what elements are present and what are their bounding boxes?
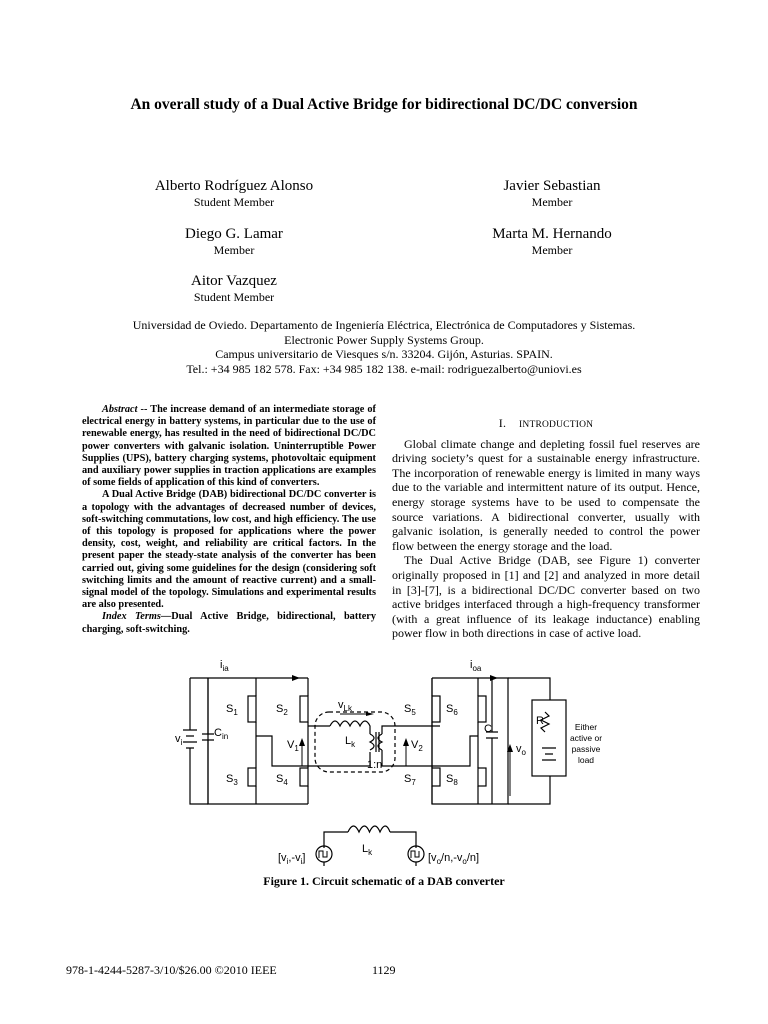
label-s6: $S_6$ xyxy=(446,703,458,717)
label-s2: $S_2$ xyxy=(276,703,288,717)
section-title: INTRODUCTION xyxy=(519,420,594,430)
label-s4: $S_4$ xyxy=(276,773,288,787)
label-s8: $S_8$ xyxy=(446,773,458,787)
author-role: Student Member xyxy=(193,290,275,304)
footer-page-number: 1129 xyxy=(372,963,396,977)
dab-circuit-figure xyxy=(170,656,610,876)
author-2 xyxy=(422,178,682,209)
label-vi: $v_i$ xyxy=(175,733,183,747)
author-name: Javier Sebastian xyxy=(503,178,601,194)
abstract-paragraph-2: A Dual Active Bridge (DAB) bidirectional DC/DC converter is a topology with the advantages of decreased number of devices, soft-switching commutations, low cost, and high efficiency. The use of this topology is proposed for applications where the power density, cost, weight, and reliability are critical factors. In the present paper the steady-state analysis of the converter has been carried out, giving some guidelines for the design (considering soft switching limits and the amount of reactive current) and a small-signal model of the topology. Simulations and experimental results are also presented. xyxy=(82,489,376,611)
paper-title: An overall study of a Dual Active Bridge for bidirectional DC/DC conversion xyxy=(130,96,638,113)
label-s7: $S_7$ xyxy=(404,773,416,787)
index-terms-text: —Dual Active Bridge, bidirectional, battery charging, soft-switching. xyxy=(82,611,376,635)
affiliation-line: Electronic Power Supply Systems Group. xyxy=(284,332,484,347)
introduction-column xyxy=(392,416,700,641)
label-load-3: passive xyxy=(571,744,601,754)
label-c: C xyxy=(484,723,492,735)
label-ratio: 1:n xyxy=(367,759,383,771)
author-name: Marta M. Hernando xyxy=(492,226,612,242)
label-s5: $S_5$ xyxy=(404,703,416,717)
author-1 xyxy=(104,178,364,209)
author-name: Aitor Vazquez xyxy=(191,273,277,289)
label-vlk: $v_{Lk}$ xyxy=(338,699,352,713)
label-load-4: load xyxy=(577,755,595,765)
index-terms-label: Index Terms xyxy=(102,611,161,623)
label-load-1: Either xyxy=(574,722,598,732)
affiliation-line: Campus universitario de Viesques s/n. 33204. Gijón, Asturias. SPAIN. xyxy=(215,347,553,362)
author-role: Member xyxy=(213,243,255,257)
label-lk-equivalent: $L_k$ xyxy=(362,843,373,857)
author-3 xyxy=(104,226,364,257)
label-r: R xyxy=(536,715,544,727)
affiliation-block xyxy=(0,318,768,376)
footer-isbn: 978-1-4244-5287-3/10/$26.00 ©2010 IEEE xyxy=(66,963,277,977)
abstract-paragraph xyxy=(82,404,376,489)
author-4 xyxy=(422,226,682,257)
label-s1: $S_1$ xyxy=(226,703,238,717)
author-name: Alberto Rodríguez Alonso xyxy=(154,178,314,194)
figure-caption: Figure 1. Circuit schematic of a DAB converter xyxy=(263,874,505,888)
label-v2: $V_2$ xyxy=(411,739,423,753)
affiliation-line: Universidad de Oviedo. Departamento de Ingeniería Eléctrica, Electrónica de Computadores y Sistemas. xyxy=(132,318,636,332)
label-iia: $i_{ia}$ xyxy=(220,659,229,673)
label-src-right: $[v_o/n,-v_o/n]$ xyxy=(428,852,480,866)
label-lk: $L_k$ xyxy=(345,735,356,749)
abstract-text: -- The increase demand of an intermediate storage of electrical energy in battery systems, in particular due to the use of renewable energy, has resulted in the need of bidirectional DC/DC power converters with galvanic isolation. Uninterruptible Power Supplies (UPS), battery charging systems, photovoltaic equipment and auxiliary power supplies in traction applications are examples of some fields of application of this kind of converters. xyxy=(82,404,376,489)
label-cin: $C_{in}$ xyxy=(214,727,229,741)
intro-paragraph-1: Global climate change and depleting fossil fuel reserves are driving society’s quest for a sustainable energy infrastructure. The incorporation of renewable energy is limited in many ways due to the variable and intermittent nature of its output. Hence, energy storage systems have to be used to compensate the source variations. A bidirectional converter, usually with galvanic isolation, is generally needed to control the power flow between the energy storage and the load. xyxy=(392,436,700,553)
author-role: Member xyxy=(531,243,573,257)
label-ioa: $i_{oa}$ xyxy=(470,659,482,673)
section-number: I. xyxy=(498,416,507,430)
index-terms xyxy=(82,611,376,635)
author-5 xyxy=(104,273,364,304)
intro-paragraph-2: The Dual Active Bridge (DAB, see Figure 1) converter originally proposed in [1] and [2] and analyzed in more detail in [3]-[7], is a bidirectional DC/DC converter based on two active bridges interfaced through a high-frequency transformer (with a great influence of its leakage inductance) enabling power flow in both directions in case of active load. xyxy=(392,553,700,641)
affiliation-line: Tel.: +34 985 182 578. Fax: +34 985 182 138. e-mail: rodriguezalberto@uniovi.es xyxy=(186,361,582,376)
abstract-column xyxy=(82,404,376,636)
author-name: Diego G. Lamar xyxy=(185,226,283,242)
author-role: Student Member xyxy=(193,195,275,209)
label-v1: $V_1$ xyxy=(287,739,299,753)
abstract-label: Abstract xyxy=(102,404,138,415)
author-role: Member xyxy=(531,195,573,209)
section-heading xyxy=(392,416,700,433)
label-load-2: active or xyxy=(569,733,603,743)
label-s3: $S_3$ xyxy=(226,773,238,787)
label-vo: $v_o$ xyxy=(516,743,526,757)
label-src-left: $[v_i,-v_i]$ xyxy=(278,852,306,866)
